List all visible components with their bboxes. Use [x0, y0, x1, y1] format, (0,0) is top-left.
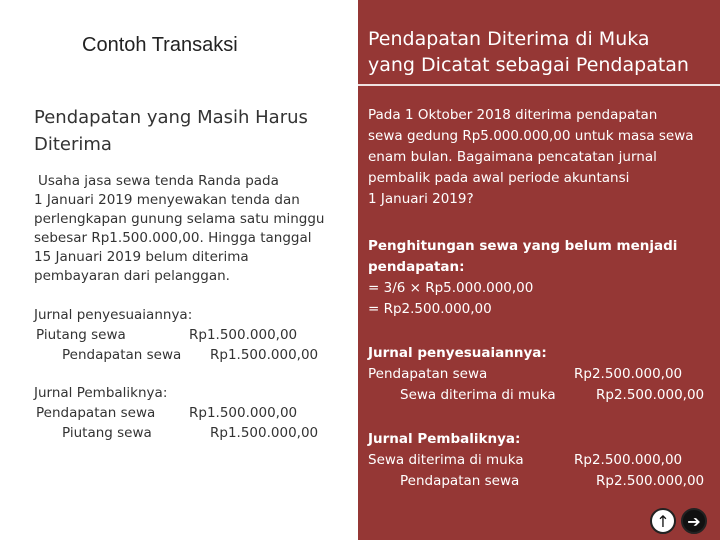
- description-line: 15 Januari 2019 belum diterima: [34, 249, 249, 265]
- description-line: perlengkapan gunung selama satu minggu: [34, 211, 325, 227]
- reversing-debit-amount: Rp2.500.000,00: [574, 452, 683, 468]
- adjusting-debit-account: Pendapatan sewa: [368, 366, 488, 382]
- adjusting-credit-amount: Rp2.500.000,00: [596, 387, 705, 403]
- adjusting-credit-amount: Rp1.500.000,00: [210, 347, 319, 363]
- description-line: pembayaran dari pelanggan.: [34, 268, 230, 284]
- adjusting-journal-heading: Jurnal penyesuaiannya:: [34, 307, 193, 323]
- calc-result: = Rp2.500.000,00: [368, 301, 492, 317]
- up-arrow-icon[interactable]: [650, 508, 676, 534]
- description-line: 1 Januari 2019 menyewakan tenda dan: [34, 192, 300, 208]
- next-arrow-glyph: ➔: [687, 511, 701, 531]
- description-line: sewa gedung Rp5.000.000,00 untuk masa sewa: [368, 128, 694, 144]
- right-panel: [358, 0, 720, 540]
- reversing-credit-amount: Rp1.500.000,00: [210, 425, 319, 441]
- description-line: Pada 1 Oktober 2018 diterima pendapatan: [368, 107, 658, 123]
- right-description: [368, 105, 713, 210]
- description-line: Usaha jasa sewa tenda Randa pada: [38, 173, 279, 189]
- title-divider: [358, 84, 720, 86]
- reversing-credit-amount: Rp2.500.000,00: [596, 473, 705, 489]
- right-title-line-2: yang Dicatat sebagai Pendapatan: [368, 54, 689, 76]
- description-line: 1 Januari 2019?: [368, 191, 474, 207]
- reversing-debit-account: Sewa diterima di muka: [368, 452, 524, 468]
- right-title: [368, 26, 689, 78]
- calc-formula: = 3/6 × Rp5.000.000,00: [368, 280, 534, 296]
- case-description: [34, 172, 352, 286]
- adjusting-credit-account: Pendapatan sewa: [62, 347, 182, 363]
- reversing-credit-account: Piutang sewa: [62, 425, 152, 441]
- description-line: pembalik pada awal periode akuntansi: [368, 170, 630, 186]
- up-arrow-glyph: ↑: [656, 511, 670, 531]
- reversing-debit-amount: Rp1.500.000,00: [189, 405, 298, 421]
- reversing-journal-heading: Jurnal Pembaliknya:: [34, 385, 168, 401]
- adjusting-debit-amount: Rp2.500.000,00: [574, 366, 683, 382]
- adjusting-debit-account: Piutang sewa: [36, 327, 126, 343]
- right-title-line-1: Pendapatan Diterima di Muka: [368, 28, 650, 50]
- case-title: [34, 104, 308, 158]
- description-line: enam bulan. Bagaimana pencatatan jurnal: [368, 149, 657, 165]
- description-line: sebesar Rp1.500.000,00. Hingga tanggal: [34, 230, 312, 246]
- reversing-debit-account: Pendapatan sewa: [36, 405, 156, 421]
- left-panel: [0, 0, 358, 540]
- case-title-line-2: Diterima: [34, 134, 112, 155]
- adjusting-journal-heading: Jurnal penyesuaiannya:: [368, 345, 547, 361]
- next-arrow-icon[interactable]: [681, 508, 707, 534]
- adjusting-credit-account: Sewa diterima di muka: [400, 387, 556, 403]
- example-title: Contoh Transaksi: [82, 34, 238, 56]
- adjusting-debit-amount: Rp1.500.000,00: [189, 327, 298, 343]
- calc-heading-line-1: Penghitungan sewa yang belum menjadi: [368, 238, 678, 254]
- reversing-credit-account: Pendapatan sewa: [400, 473, 520, 489]
- calc-heading-line-2: pendapatan:: [368, 259, 465, 275]
- case-title-line-1: Pendapatan yang Masih Harus: [34, 107, 308, 128]
- reversing-journal-heading: Jurnal Pembaliknya:: [368, 431, 521, 447]
